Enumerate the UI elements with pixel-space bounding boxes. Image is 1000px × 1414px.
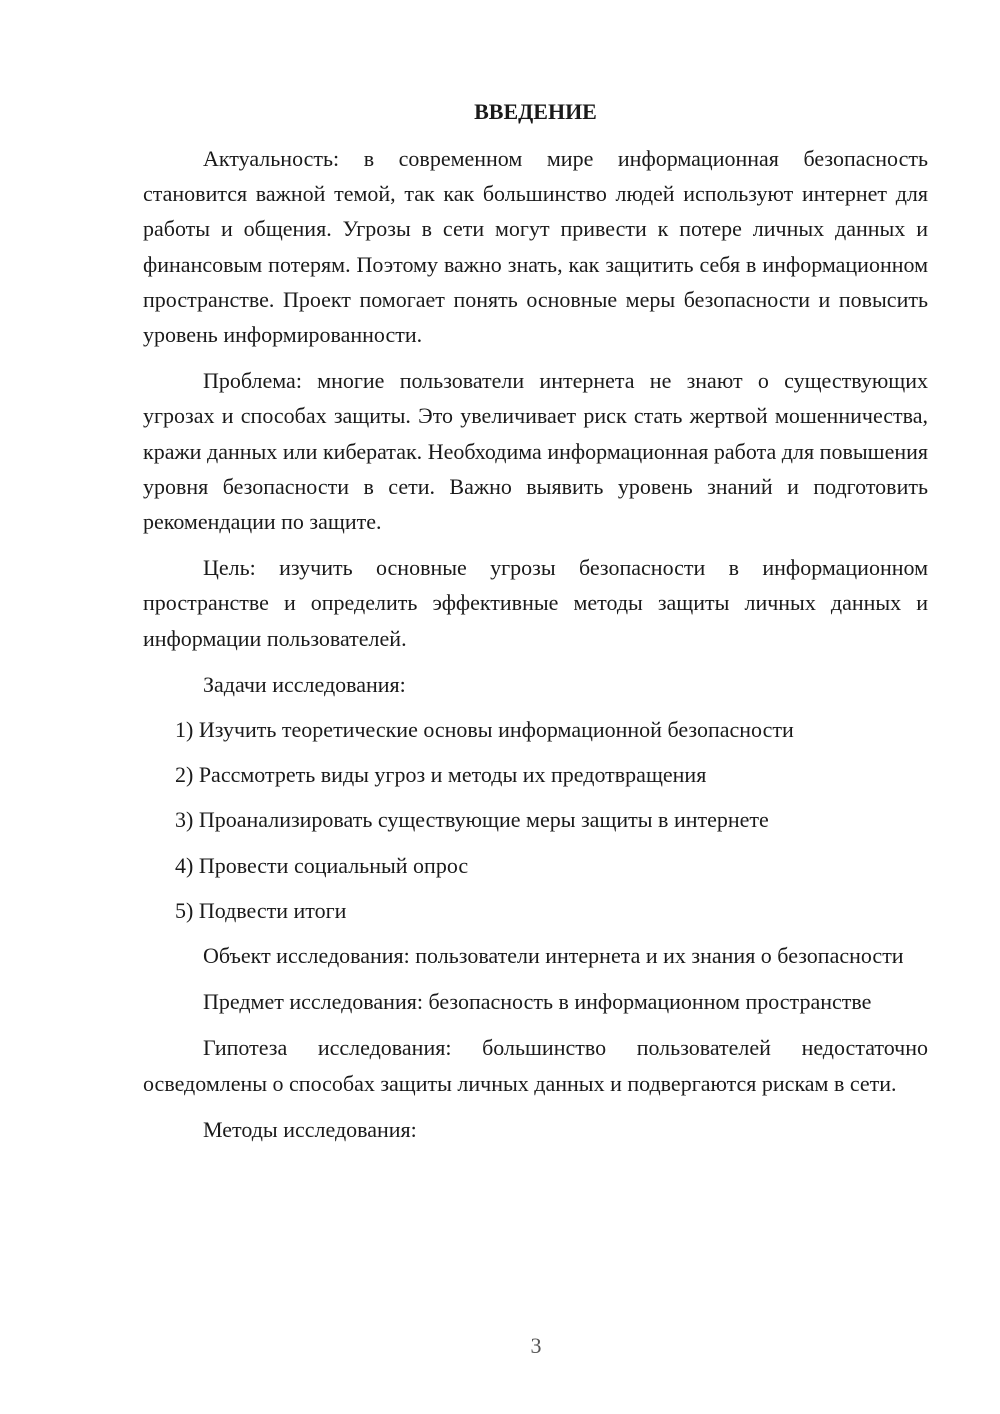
page-number: 3 — [530, 1333, 542, 1358]
list-item: 1) Изучить теоретические основы информационной безопасности — [175, 717, 794, 743]
paragraph-hypothesis: Гипотеза исследования: большинство пользователей недостаточно осведомлены о способах защиты личных данных и подвергаются рискам в сети. — [143, 1035, 928, 1096]
paragraph-object: Объект исследования: пользователи интернета и их знания о безопасности — [203, 943, 904, 969]
paragraph-subject: Предмет исследования: безопасность в информационном пространстве — [203, 989, 872, 1015]
list-item: 5) Подвести итоги — [175, 897, 347, 923]
list-item: 2) Рассмотреть виды угроз и методы их предотвращения — [175, 762, 707, 788]
list-item: 4) Провести социальный опрос — [175, 852, 469, 878]
section-title: ВВЕДЕНИЕ — [474, 99, 597, 124]
tasks-heading: Задачи исследования: — [203, 671, 406, 697]
paragraph-problem: Проблема: многие пользователи интернета не знают о существующих угрозах и способах защиты. Это увеличивает риск стать жертвой мошенничества, кражи данных или кибератак. Необходима информационная работа для повышения уровня безопасности в сети. Важно выявить уровень знаний и подготовить рекомендации по защите. — [143, 368, 928, 535]
tasks-list — [143, 712, 928, 928]
page-content — [143, 94, 928, 1157]
paragraph-relevance: Актуальность: в современном мире информационная безопасность становится важной темой, так как большинство людей используют интернет для работы и общения. Угрозы в сети могут привести к потере личных данных и финансовым потерям. Поэтому важно знать, как защитить себя в информационном пространстве. Проект помогает понять основные меры безопасности и повысить уровень информированности. — [143, 146, 928, 348]
list-item: 3) Проанализировать существующие меры защиты в интернете — [175, 807, 769, 833]
methods-heading: Методы исследования: — [203, 1116, 417, 1142]
paragraph-goal: Цель: изучить основные угрозы безопасности в информационном пространстве и определить эффективные методы защиты личных данных и информации пользователей. — [143, 555, 928, 651]
